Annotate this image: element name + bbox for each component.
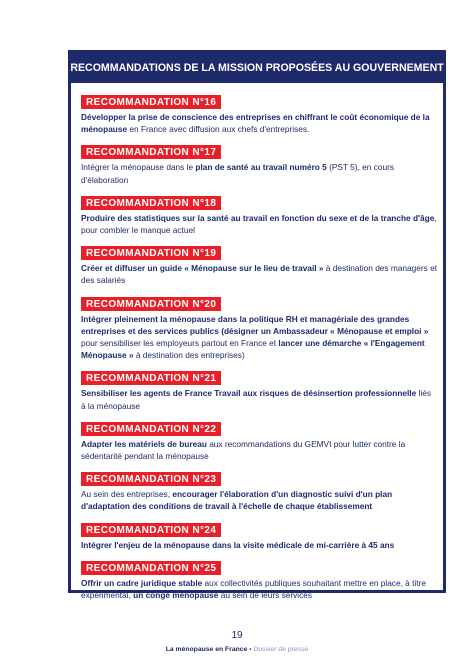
recommendation-text-bold: plan de santé au travail numéro 5 — [195, 162, 327, 173]
recommendation-text-bold: Sensibiliser les agents de France Travail aux risques de désinsertion professionnelle — [81, 388, 417, 399]
recommendation-text — [81, 438, 437, 462]
recommendation-text-bold: Intégrer l'enjeu de la ménopause dans la visite médicale de mi-carrière à 45 ans — [81, 539, 395, 550]
recommendation-text-bold: encourager l'élaboration d'un diagnostic suivi d'un plan d'adaptation des conditions de travail à l'échelle de chaque établissement — [81, 489, 393, 512]
recommendation-text-regular: Au sein des entreprises, — [81, 489, 173, 500]
recommendation-text-regular: en France avec diffusion aux chefs d'entreprises. — [127, 124, 310, 135]
recommendation-item — [81, 193, 437, 236]
recommendation-item — [81, 419, 437, 462]
recommendation-text-regular: Intégrer la ménopause dans le — [81, 162, 196, 173]
recommendation-label: RECOMMANDATION N°19 — [81, 246, 221, 260]
recommendation-label: RECOMMANDATION N°24 — [81, 523, 221, 537]
recommendation-item — [81, 294, 437, 362]
recommendation-text-regular: à destination des entreprises) — [133, 350, 245, 361]
recommendation-text — [81, 488, 437, 512]
page-number: 19 — [231, 630, 243, 641]
recommendation-text-bold: lancer une démarche « l'Engagement Ménopause » — [81, 338, 425, 361]
recommendation-label: RECOMMANDATION N°23 — [81, 472, 221, 486]
recommendation-label: RECOMMANDATION N°20 — [81, 297, 221, 311]
recommendation-text-bold: Intégrer pleinement la ménopause dans la politique RH et managériale des grandes entreprises et des services publics (désigner un Ambassadeur « Ménopause et emploi » — [81, 313, 429, 336]
recommendation-text-bold: Adapter les matériels de bureau — [81, 438, 207, 449]
recommendation-text — [81, 577, 437, 601]
recommendation-item — [81, 558, 437, 601]
recommendation-text-regular: à destination des managers et des salariés — [81, 263, 437, 286]
recommendation-text-regular: au sein de leurs services — [218, 590, 313, 601]
footer-subtitle: Dossier de presse — [253, 646, 309, 653]
recommendation-text — [81, 313, 437, 362]
recommendation-text-regular: , pour combler le manque actuel — [81, 212, 437, 236]
recommendation-item — [81, 469, 437, 512]
recommendation-text-bold: un congé ménopause — [133, 590, 219, 601]
recommendation-item — [81, 142, 437, 185]
recommendation-text-regular: (PST 5), en cours d'élaboration — [81, 162, 394, 185]
recommendation-label: RECOMMANDATION N°25 — [81, 561, 221, 575]
recommendation-text-bold: Produire des statistiques sur la santé au travail en fonction du sexe et de la tranche d'âge — [81, 212, 435, 223]
recommendation-text-regular: aux collectivités publiques souhaitant mettre en place, à titre expérimental, — [81, 577, 426, 601]
recommendation-text-regular: liés à la ménopause — [81, 388, 431, 411]
recommendation-text — [81, 539, 437, 551]
recommendation-text-regular: aux recommandations du GEMVI pour lutter contre la sédentarité pendant la ménopause — [81, 438, 406, 462]
recommendation-item — [81, 520, 437, 551]
recommendation-text-regular: pour sensibiliser les employeurs partout en France et — [81, 338, 279, 349]
recommendation-text — [81, 161, 437, 185]
recommendations-panel — [68, 50, 446, 601]
recommendation-label: RECOMMANDATION N°17 — [81, 145, 221, 159]
recommendation-text-bold: Créer et diffuser un guide « Ménopause sur le lieu de travail » — [81, 263, 324, 274]
footer-title: La ménopause en France — [165, 646, 248, 653]
recommendation-item — [81, 243, 437, 286]
recommendation-text-bold: Offrir un cadre juridique stable — [81, 577, 203, 588]
recommendation-text — [81, 387, 437, 411]
recommendation-label: RECOMMANDATION N°21 — [81, 371, 221, 385]
recommendation-item — [81, 368, 437, 411]
recommendation-text — [81, 111, 437, 135]
footer — [0, 646, 474, 653]
recommendation-label: RECOMMANDATION N°16 — [81, 95, 221, 109]
footer-separator: • — [249, 646, 252, 653]
panel-title: RECOMMANDATIONS DE LA MISSION PROPOSÉES AU GOUVERNEMENT — [71, 53, 443, 83]
recommendation-text-bold: Développer la prise de conscience des entreprises en chiffrant le coût économique de la ménopause — [81, 112, 430, 135]
recommendation-item — [81, 92, 437, 135]
recommendation-list — [71, 83, 443, 601]
recommendation-label: RECOMMANDATION N°18 — [81, 196, 221, 210]
recommendation-label: RECOMMANDATION N°22 — [81, 422, 221, 436]
recommendation-text — [81, 212, 437, 236]
recommendation-text — [81, 262, 437, 286]
